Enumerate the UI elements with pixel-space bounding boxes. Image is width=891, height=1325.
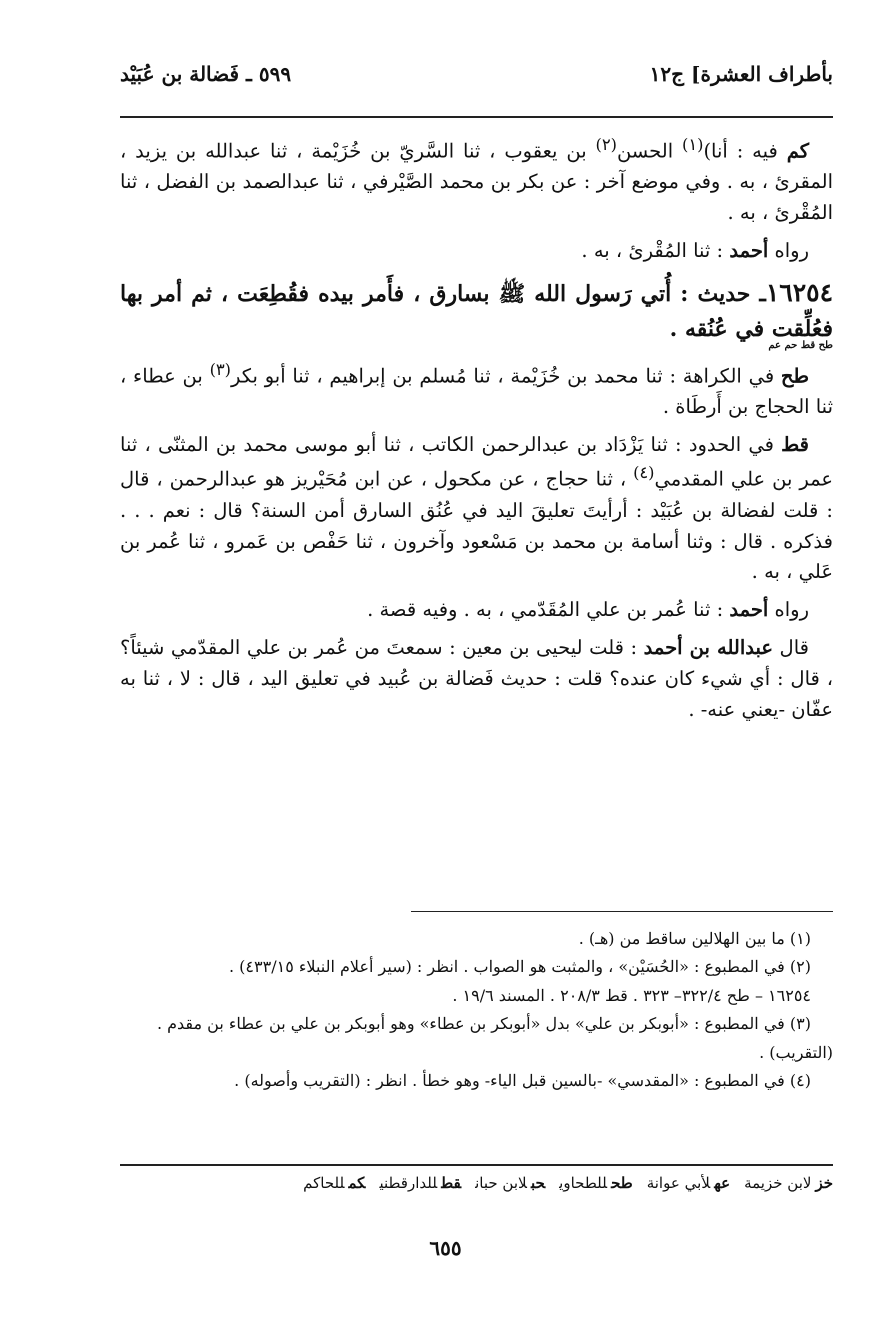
legend-key: قط (441, 1174, 462, 1192)
paragraph-p2: رواه أحمد : ثنا المُقْرئ ، به . (581, 238, 809, 262)
paragraph-p3: طح في الكراهة : ثنا محمد بن خُزَيْمة ، ثنا مُسلم بن إبراهيم ، ثنا أبو بكر$^{(٣)}$ بن عطاء ، ثنا الحجاج بن أَرطَاة . (120, 359, 833, 418)
legend-key: طح (611, 1174, 633, 1192)
hadith-number: ١٦٢٥٤ (765, 277, 833, 307)
main-text (120, 132, 833, 732)
legend-entry-6 (303, 1174, 365, 1192)
intro-paragraphs (120, 132, 833, 267)
header-book-title: بأطراف العشرة] ج١٢ (649, 62, 833, 86)
legend-key: عه (714, 1174, 731, 1192)
isnad-paragraphs (120, 357, 833, 726)
legend-entry-5 (379, 1174, 461, 1192)
abbreviation-legend (120, 1174, 833, 1192)
paragraph-p4: قط في الحدود : ثنا يَزْدَاد بن عبدالرحمن الكاتب ، ثنا أبو موسى محمد بن المثنّى ، ثنا عمر بن علي المقدمي$^{(٤)}$ ، ثنا حجاج ، عن مكحول ، عن ابن مُحَيْريز هو عبدالرحمن ، قال : قلت لفضالة بن عُبَيْد : أرأيتَ تعليقَ اليد في عُنُق السارق أمن السنة؟ قال : نعم . . . فذكره . قال : وثنا أسامة بن محمد بن مَسْعود وآخرون ، ثنا حَفْص بن عَمرو ، ثنا عُمر بن عَلي ، به . (120, 432, 833, 584)
footnote-1: (١) ما بين الهلالين ساقط من (هـ) . (578, 929, 811, 948)
footnote-3: ١٦٢٥٤ – طح ٣٢٢/٤– ٣٢٣ . قط ٢٠٨/٣ . المسند ١٩/٦ . (452, 985, 811, 1005)
running-header (120, 62, 833, 98)
footnote-4: (٣) في المطبوع : «أبوبكر بن علي» بدل «أبوبكر بن عطاء» وهو أبوبكر بن علي بن عطاء بن مقدم . (التقريب) . (156, 1014, 833, 1062)
legend-value: لأبي عوانة (646, 1174, 711, 1192)
legend-entry-3 (559, 1174, 633, 1192)
legend-value: للدارقطني (379, 1174, 438, 1192)
legend-rule (120, 1164, 833, 1166)
footnote-rule (411, 911, 833, 912)
header-section-title: ٥٩٩ ـ فَضالة بن عُبَيْد (120, 62, 292, 86)
hadith-text: ـ حديث : أُتي رَسول الله ﷺ بسارق ، فأَمر بيده فقُطِعَت ، ثم أمر بها فعُلِّقت في عُنُقه . (120, 280, 833, 343)
footnotes (120, 925, 833, 1096)
legend-key: كم (348, 1174, 366, 1192)
paragraph-p5: رواه أحمد : ثنا عُمر بن علي المُقَدّمي ، به . وفيه قصة . (367, 598, 809, 622)
page-number: ٦٥٥ (429, 1236, 462, 1260)
paragraph-p1: كم فيه : أنا)$^{(١)}$ الحسن$^{(٢)}$ بن يعقوب ، ثنا السَّريّ بن خُزَيْمة ، ثنا عبدالله بن يزيد ، المقرئ ، به . وفي موضع آخر : عن بكر بن محمد الصَّيْرفي ، ثنا عبدالصمد بن الفضل ، ثنا المُقْرئ ، به . (120, 135, 833, 225)
header-rule (120, 116, 833, 118)
legend-entry-1 (744, 1174, 833, 1192)
legend-value: لابن خزيمة (744, 1174, 812, 1192)
legend-entry-4 (475, 1174, 545, 1192)
legend-value: للطحاوي (559, 1174, 608, 1192)
legend-value: للحاكم (303, 1174, 345, 1192)
legend-entry-2 (647, 1174, 730, 1192)
hadith-heading (120, 274, 833, 351)
paragraph-p6: قال عبدالله بن أحمد : قلت ليحيى بن معين : سمعتَ من عُمر بن علي المقدّمي شيئاً؟ ، قال : أي شيء كان عنده؟ قلت : حديث فَضالة بن عُبيد في تعليق اليد ، قال : لا ، ثنا به عفّان -يعني عنه- . (120, 635, 833, 721)
footnote-2: (٢) في المطبوع : «الحُسَيْن» ، والمثبت هو الصواب . انظر : (سير أعلام النبلاء ٤٣٣/١٥) . (229, 957, 811, 977)
hadith-sigla: طح قط حم عم (768, 339, 833, 351)
legend-key: حب (530, 1174, 546, 1192)
legend-value: لابن حبان (475, 1174, 527, 1192)
footnote-5: (٤) في المطبوع : «المقدسي» -بالسين قبل الياء- وهو خطأ . انظر : (التقريب وأصوله) . (234, 1071, 811, 1091)
legend-key: خز (815, 1174, 833, 1192)
